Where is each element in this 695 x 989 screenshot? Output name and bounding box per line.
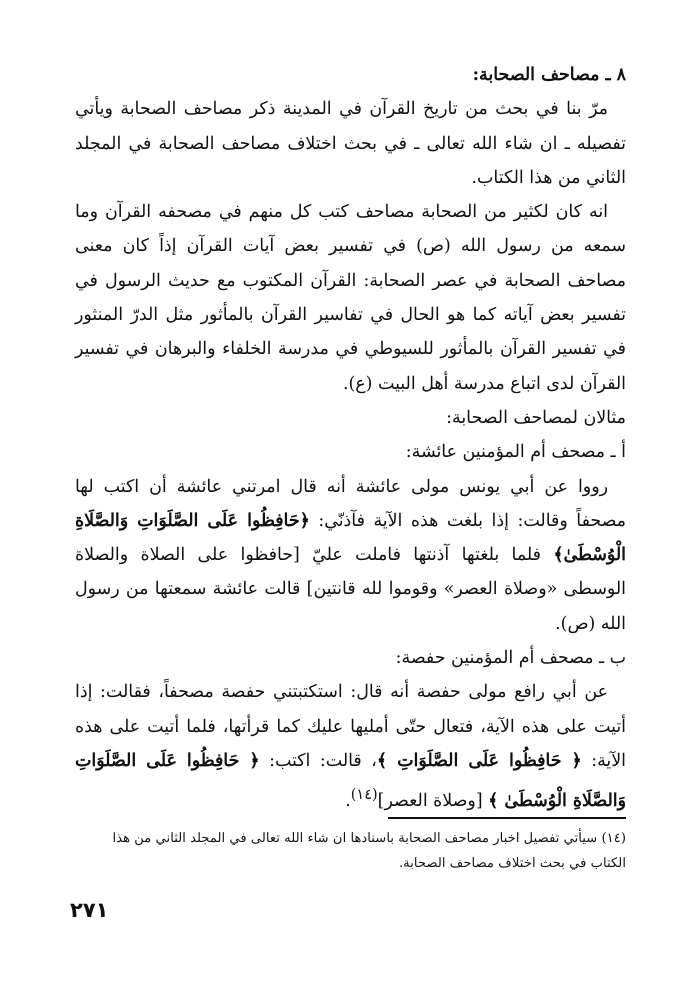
quran-verse-b-2: ﴿ حَافِظُوا عَلَى الصَّلَوَاتِ وَالصَّلَاةِ الْوُسْطَىٰ ﴾ [75,750,626,812]
page-number: ٢٧١ [70,898,109,922]
paragraph-2: انه كان لكثير من الصحابة مصاحف كتب كل منهم في مصحفه القرآن وما سمعه من رسول الله (ص) في تفسير بعض آيات القرآن إذاً كان معنى مصاحف الصحابة في عصر الصحابة: القرآن المكتوب مع حديث الرسول في تفسير بعض آياته كما هو الحال في تفاسير القرآن بالمأثور مثل الدرّ المنثور في تفسير القرآن بالمأثور للسيوطي في مدرسة الخلفاء والبرهان في تفسير القرآن لدى اتباع مدرسة أهل البيت (ع). [75,202,626,394]
section-heading: ٨ ـ مصاحف الصحابة: [472,65,626,85]
example-b-text-part-4: . [345,791,351,812]
example-b-text-part-2: ، قالت: اكتب: [259,750,377,771]
footnote-text: (١٤) سيأتي تفصيل اخبار مصاحف الصحابة باسنادها ان شاء الله تعالى في المجلد الثاني من هذا الكتاب في بحث اختلاف مصاحف الصحابة. [112,831,626,871]
examples-title: مثالان لمصاحف الصحابة: [446,407,626,428]
quran-verse-b-1: ﴿ حَافِظُوا عَلَى الصَّلَوَاتِ ﴾ [376,750,582,771]
example-a-text-part-1: رووا عن أبي يونس مولى عائشة أنه قال امرتني عائشة أن اكتب لها مصحفاً وقالت: إذا بلغت هذه الآية فآذنّي: [75,476,626,531]
footnote-divider [388,817,626,819]
example-a-text [75,470,626,641]
example-a-text-part-2: فلما بلغتها آذنتها فاملت عليّ [حافظوا على الصلاة والصلاة الوسطى «وصلاة العصر» وقوموا لله قانتين] قالت عائشة سمعتها من رسول الله (ص). [75,545,626,634]
example-b-text [75,675,626,818]
example-b-text-part-3: [وصلاة العصر] [377,791,489,812]
footnote [75,826,626,876]
example-a-title: أ ـ مصحف أم المؤمنين عائشة: [405,442,626,463]
quran-verse-a: ﴿حَافِظُوا عَلَى الصَّلَوَاتِ وَالصَّلَاةِ الْوُسْطَىٰ﴾ [75,510,626,566]
main-text [75,58,626,818]
paragraph-1: مرّ بنا في بحث من تاريخ القرآن في المدينة ذكر مصاحف الصحابة ويأتي تفصيله ـ ان شاء الله تعالى ـ في بحث اختلاف مصاحف الصحابة في المجلد الثاني من هذا الكتاب. [75,99,626,188]
example-b-text-part-1: عن أبي رافع مولى حفصة أنه قال: استكتبتني حفصة مصحفاً، فقالت: إذا أتيت على هذه الآية، فتعال حتّى أمليها عليك كما قرأتها، فلما أتيت على هذه الآية: [75,682,626,771]
example-b-title: ب ـ مصحف أم المؤمنين حفصة: [395,648,626,669]
footnote-ref: (١٤) [350,787,378,804]
